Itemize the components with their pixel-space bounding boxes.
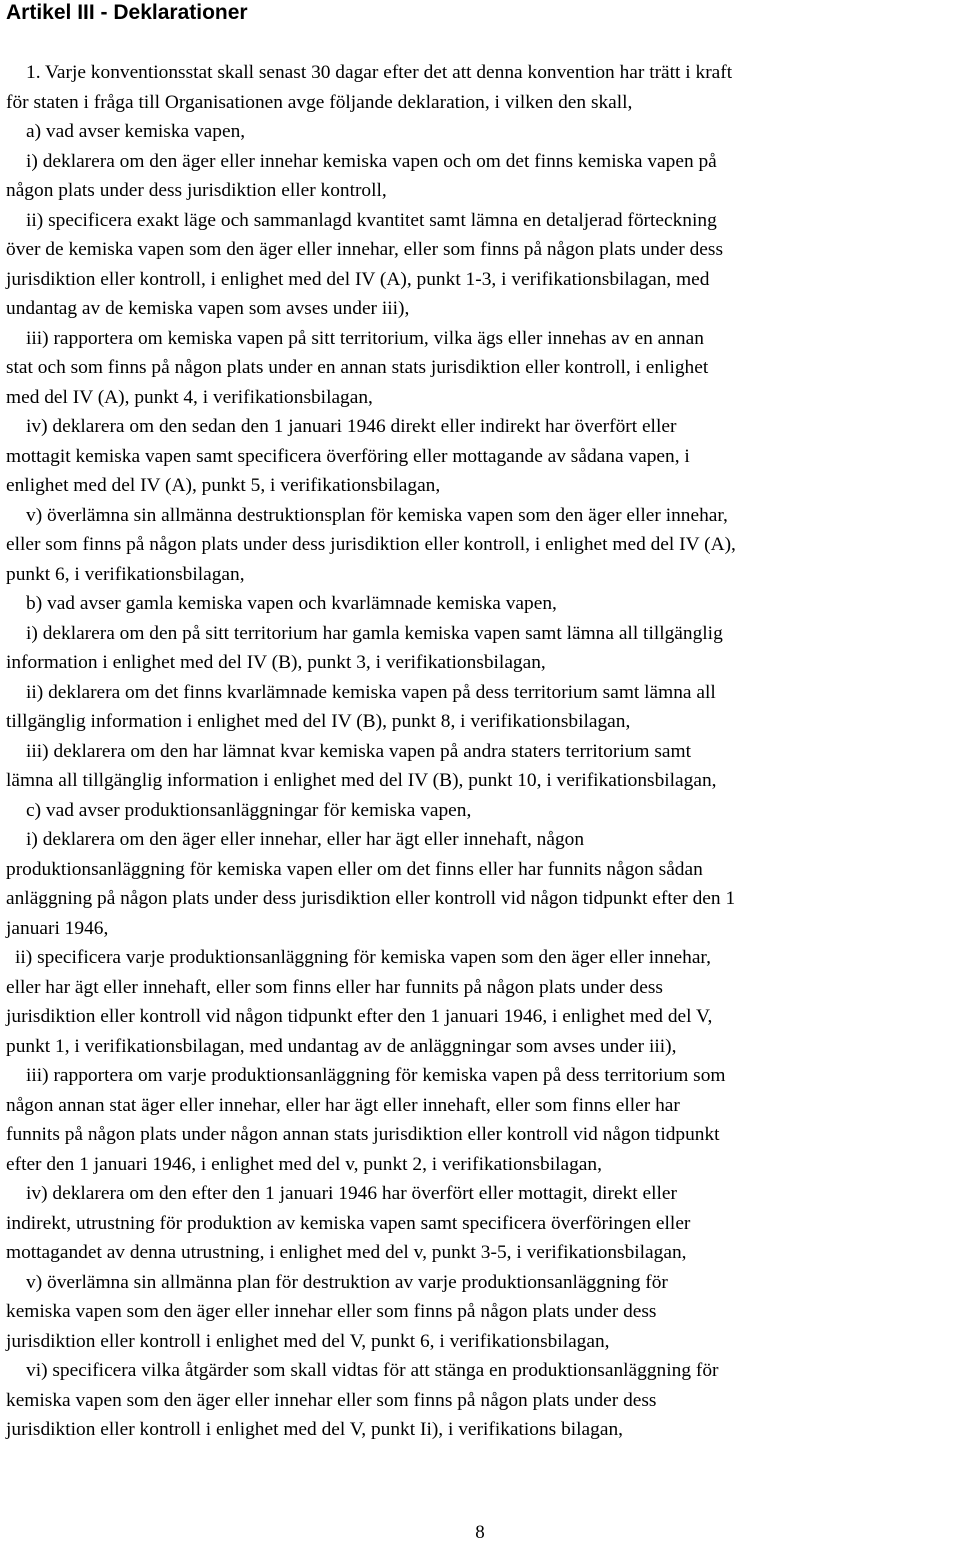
page-number: 8 <box>475 1522 485 1543</box>
text-line: med del IV (A), punkt 4, i verifikationsbilagan, <box>6 386 373 408</box>
text-line: v) överlämna sin allmänna destruktionsplan för kemiska vapen som den äger eller innehar, <box>26 504 728 526</box>
text-line: januari 1946, <box>6 917 109 939</box>
text-line: i) deklarera om den äger eller innehar, eller har ägt eller innehaft, någon <box>26 829 585 850</box>
text-line: ii) deklarera om det finns kvarlämnade kemiska vapen på dess territorium samt lämna all <box>26 681 716 703</box>
text-line: punkt 1, i verifikationsbilagan, med undantag av de anläggningar som avses under iii), <box>6 1035 677 1057</box>
text-line: iii) deklarera om den har lämnat kvar kemiska vapen på andra staters territorium samt <box>26 740 691 762</box>
text-line: iii) rapportera om varje produktionsanläggning för kemiska vapen på dess territorium som <box>26 1065 726 1086</box>
text-line: v) överlämna sin allmänna plan för destruktion av varje produktionsanläggning för <box>26 1271 668 1293</box>
text-line: iv) deklarera om den efter den 1 januari 1946 har överfört eller mottagit, direkt eller <box>26 1183 677 1204</box>
text-line: undantag av de kemiska vapen som avses under iii), <box>6 298 410 319</box>
text-line: eller har ägt eller innehaft, eller som finns eller har funnits på någon plats under dess <box>6 976 663 998</box>
text-line: iii) rapportera om kemiska vapen på sitt territorium, vilka ägs eller innehas av en annan <box>26 327 704 349</box>
text-line: jurisdiktion eller kontroll i enlighet med del V, punkt 6, i verifikationsbilagan, <box>6 1330 610 1352</box>
text-line: mottagandet av denna utrustning, i enlighet med del v, punkt 3-5, i verifikationsbilagan, <box>6 1242 687 1263</box>
text-line: mottagit kemiska vapen samt specificera överföring eller mottagande av sådana vapen, i <box>6 445 690 467</box>
text-line: i) deklarera om den äger eller innehar kemiska vapen och om det finns kemiska vapen på <box>26 150 717 172</box>
text-line: ii) specificera varje produktionsanläggning för kemiska vapen som den äger eller innehar, <box>15 947 711 968</box>
text-line: anläggning på någon plats under dess jurisdiktion eller kontroll vid någon tidpunkt efter den 1 <box>6 888 736 909</box>
text-line: a) vad avser kemiska vapen, <box>26 121 246 142</box>
text-line: någon annan stat äger eller innehar, eller har ägt eller innehaft, eller som finns eller har <box>6 1094 680 1116</box>
text-line: jurisdiktion eller kontroll vid någon tidpunkt efter den 1 januari 1946, i enlighet med del V, <box>6 1006 713 1027</box>
text-line: jurisdiktion eller kontroll, i enlighet med del IV (A), punkt 1-3, i verifikationsbilagan, med <box>6 268 710 290</box>
text-line: iv) deklarera om den sedan den 1 januari 1946 direkt eller indirekt har överfört eller <box>26 416 677 437</box>
text-line: funnits på någon plats under någon annan stats jurisdiktion eller kontroll vid någon tidpunkt <box>6 1124 720 1145</box>
text-line: i) deklarera om den på sitt territorium har gamla kemiska vapen samt lämna all tillgänglig <box>26 622 723 644</box>
text-line: ii) specificera exakt läge och sammanlagd kvantitet samt lämna en detaljerad förteckning <box>26 209 717 231</box>
text-line: över de kemiska vapen som den äger eller innehar, eller som finns på någon plats under dess <box>6 239 723 260</box>
text-line: information i enlighet med del IV (B), punkt 3, i verifikationsbilagan, <box>6 652 546 673</box>
text-line: produktionsanläggning för kemiska vapen eller om det finns eller har funnits någon sådan <box>6 858 703 880</box>
text-line: stat och som finns på någon plats under en annan stats jurisdiktion eller kontroll, i enlighet <box>6 357 709 378</box>
text-line: kemiska vapen som den äger eller innehar eller som finns på någon plats under dess <box>6 1389 657 1411</box>
text-line: enlighet med del IV (A), punkt 5, i verifikationsbilagan, <box>6 475 441 496</box>
text-line: indirekt, utrustning för produktion av kemiska vapen samt specificera överföringen eller <box>6 1212 691 1234</box>
article-body <box>6 58 960 1445</box>
text-line: b) vad avser gamla kemiska vapen och kvarlämnade kemiska vapen, <box>26 593 557 614</box>
text-line: vi) specificera vilka åtgärder som skall vidtas för att stänga en produktionsanläggning för <box>26 1360 719 1381</box>
text-line: lämna all tillgänglig information i enlighet med del IV (B), punkt 10, i verifikationsbilagan, <box>6 770 717 791</box>
text-line: c) vad avser produktionsanläggningar för kemiska vapen, <box>26 799 472 821</box>
article-heading: Artikel III - Deklarationer <box>6 1 248 24</box>
text-line: punkt 6, i verifikationsbilagan, <box>6 563 245 585</box>
text-line: någon plats under dess jurisdiktion eller kontroll, <box>6 180 387 201</box>
text-line: tillgänglig information i enlighet med del IV (B), punkt 8, i verifikationsbilagan, <box>6 711 631 732</box>
text-line: eller som finns på någon plats under dess jurisdiktion eller kontroll, i enlighet med del IV (A), <box>6 534 736 555</box>
text-line: 1. Varje konventionsstat skall senast 30 dagar efter det att denna konvention har trätt i kraft <box>26 62 733 83</box>
text-line: för staten i fråga till Organisationen avge följande deklaration, i vilken den skall, <box>6 91 633 113</box>
text-line: efter den 1 januari 1946, i enlighet med del v, punkt 2, i verifikationsbilagan, <box>6 1153 602 1175</box>
text-line: kemiska vapen som den äger eller innehar eller som finns på någon plats under dess <box>6 1301 657 1322</box>
text-line: jurisdiktion eller kontroll i enlighet med del V, punkt Ii), i verifikations bilagan, <box>6 1419 623 1440</box>
